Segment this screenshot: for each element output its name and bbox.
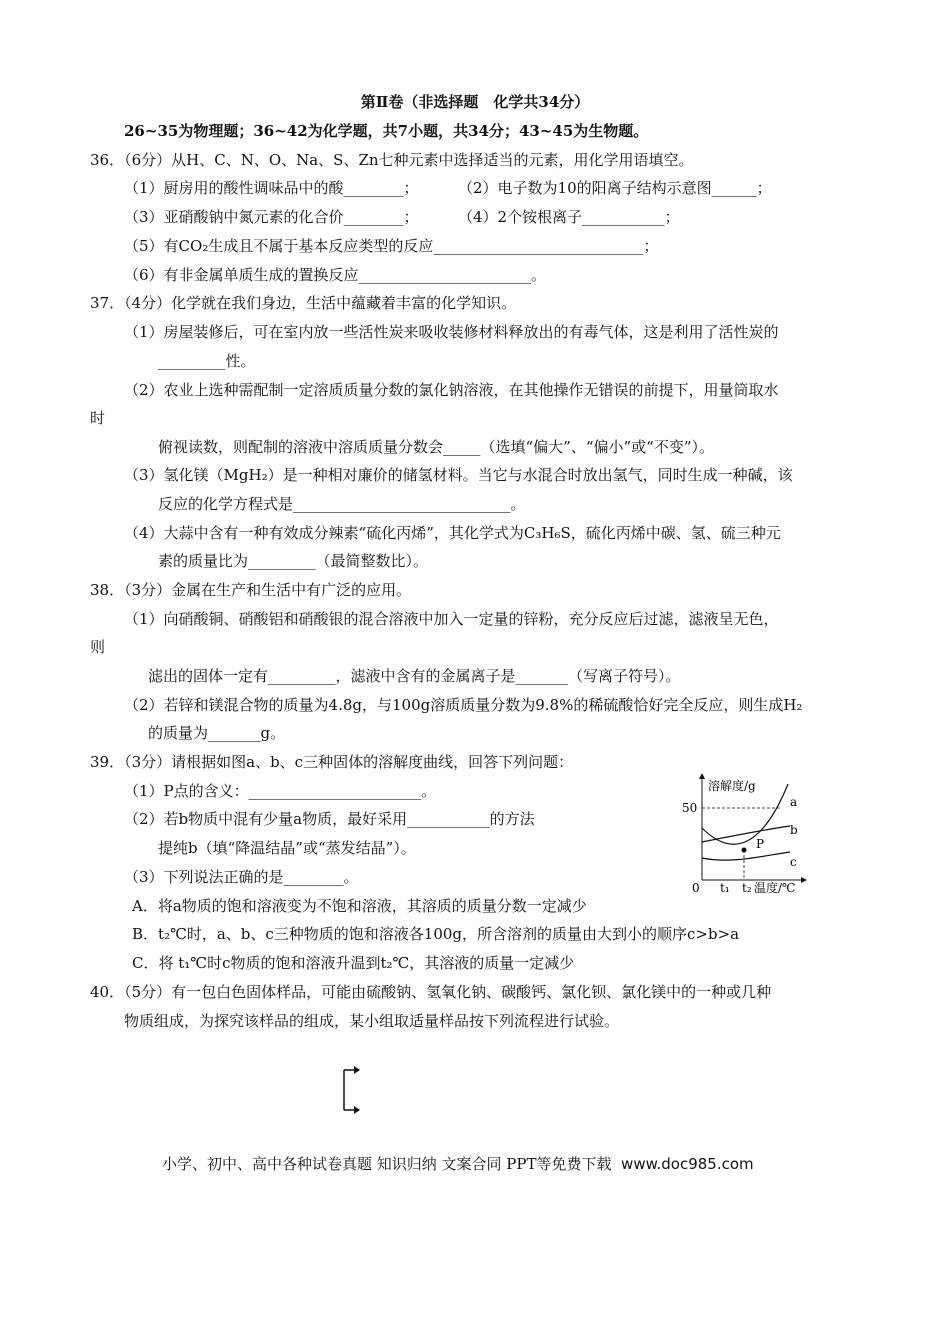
q37-part3: （3）氢化镁（MgH₂）是一种相对廉价的储氢材料。当它与水混合时放出氢气，同时生成一种碱，该 [124,466,793,484]
footer-text [162,1154,754,1174]
q37-part2: （2）农业上选种需配制一定溶质质量分数的氯化钠溶液，在其他操作无错误的前提下，用量筒取水 [124,381,779,399]
q39-stem: 39．（3分）请根据如图a、b、c三种固体的溶解度曲线，回答下列问题： [90,753,574,771]
q38-part1: （1）向硝酸铜、硝酸铝和硝酸银的混合溶液中加入一定量的锌粉，充分反应后过滤，滤液呈无色， [124,610,779,628]
q38-part1-wrap: 则 [90,638,106,656]
footer-description: 小学、初中、高中各种试卷真题 知识归纳 文案合同 PPT等免费下载 [162,1155,612,1173]
section-title: 第Ⅱ卷（非选择题 化学共34分） [360,93,590,111]
q39-part2-cont: 提纯b（填“降温结晶”或“蒸发结晶”）。 [158,839,416,857]
y-tick-50: 50 [682,801,698,815]
q39-part2: （2）若b物质中混有少量a物质，最好采用___________的方法 [124,810,535,828]
q37-part4: （4）大蒜中含有一种有效成分辣素“硫化丙烯”，其化学式为C₃H₆S，硫化丙烯中碳、氢、硫三种元 [124,524,781,542]
q37-part3-cont: 反应的化学方程式是_____________________________。 [158,495,526,513]
label-p: P [756,837,765,851]
q36-part1: （1）厨房用的酸性调味品中的酸________； [124,179,419,197]
q37-part2-cont: 俯视读数，则配制的溶液中溶质质量分数会_____（选填“偏大”、“偏小”或“不变”）。 [158,438,715,456]
q39-option-c: C．将 t₁℃时c物质的饱和溶液升温到t₂℃，其溶液的质量一定减少 [132,954,575,972]
x-tick-t1: t₁ [720,881,730,895]
curve-c [702,852,790,860]
section-subtitle: 26~35为物理题；36~42为化学题，共7小题，共34分；43~45为生物题。 [124,122,649,140]
y-axis-label: 溶解度/g [708,779,756,793]
q38-part1-cont: 滤出的固体一定有_________，滤液中含有的金属离子是_______（写离子符号）。 [148,667,681,685]
q36-part2: （2）电子数为10的阳离子结构示意图______； [458,179,772,197]
q39-option-a: A．将a物质的饱和溶液变为不饱和溶液，其溶质的质量分数一定减少 [132,897,587,915]
x-axis-label: 温度/℃ [754,881,796,895]
q39-part3: （3）下列说法正确的是________。 [124,868,359,886]
solubility-chart [682,768,812,898]
q36-part4: （4）2个铵根离子___________； [458,208,680,226]
q37-part1: （1）房屋装修后，可在室内放一些活性炭来吸收装修材料释放出的有毒气体，这是利用了活性炭的 [124,323,779,341]
q36-part6: （6）有非金属单质生成的置换反应_______________________。 [124,266,547,284]
q38-part2: （2）若锌和镁混合物的质量为4.8g，与100g溶质质量分数为9.8%的稀硫酸恰好完全反应，则生成H₂ [124,696,803,714]
q36-part5: （5）有CO₂生成且不属于基本反应类型的反应____________________________； [124,237,659,255]
q37-part1-cont: _________性。 [158,352,256,370]
q37-part4-cont: 素的质量比为_________（最简整数比）。 [158,552,429,570]
label-a: a [790,795,798,809]
q40-stem-cont: 物质组成，为探究该样品的组成，某小组取适量样品按下列流程进行试验。 [124,1012,620,1030]
curve-b [702,826,790,842]
q38-stem: 38．（3分）金属在生产和生活中有广泛的应用。 [90,581,412,599]
q39-part1: （1）P点的含义：_______________________。 [124,782,437,800]
q37-stem: 37．（4分）化学就在我们身边，生活中蕴藏着丰富的化学知识。 [90,294,517,312]
point-p [742,848,747,853]
q40-stem: 40．（5分）有一包白色固体样品，可能由硫酸钠、氢氧化钠、碳酸钙、氯化钡、氯化镁中的一种或几种 [90,983,772,1001]
footer-url[interactable]: www.doc985.com [621,1155,754,1173]
x-tick-t2: t₂ [742,881,752,895]
q39-option-b: B．t₂℃时，a、b、c三种物质的饱和溶液各100g，所含溶剂的质量由大到小的顺序c>b>a [132,925,740,943]
q37-part2-wrap: 时 [90,409,106,427]
flow-bracket [340,1066,364,1114]
q36-part3: （3）亚硝酸钠中氮元素的化合价________； [124,208,419,226]
label-b: b [790,823,798,837]
origin-label: 0 [692,881,700,895]
label-c: c [790,855,797,869]
q38-part2-cont: 的质量为_______g。 [148,724,286,742]
q36-stem: 36．（6分）从H、C、N、O、Na、S、Zn七种元素中选择适当的元素，用化学用语填空。 [90,151,694,169]
curve-a [702,784,788,844]
